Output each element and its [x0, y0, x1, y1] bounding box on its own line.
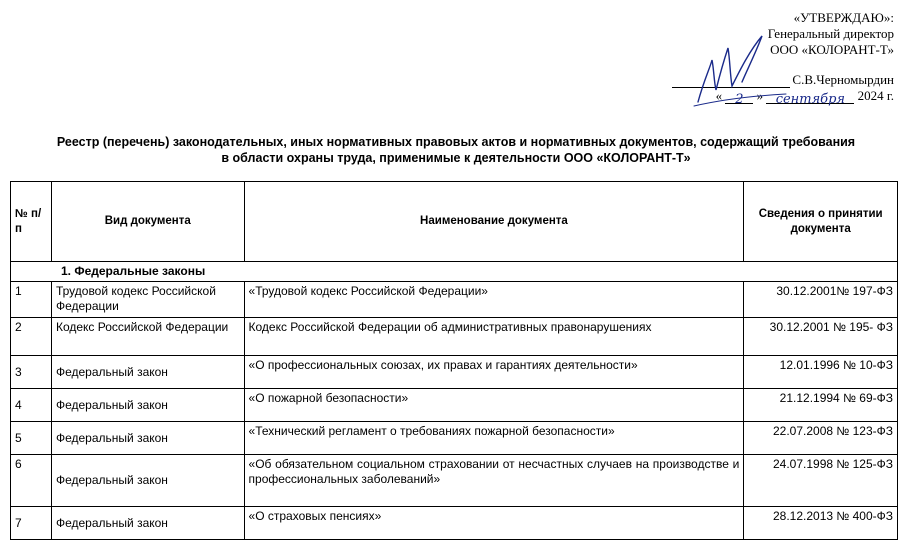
- section-title: 1. Федеральные законы: [11, 262, 898, 282]
- approval-signer: С.В.Черномырдин: [792, 72, 894, 87]
- row-type: Федеральный закон: [51, 455, 244, 507]
- approval-heading: «УТВЕРЖДАЮ»:: [793, 10, 894, 25]
- table-row: [11, 318, 898, 356]
- row-name: Кодекс Российской Федерации об административных правонарушениях: [244, 318, 744, 356]
- row-info: 30.12.2001 № 195- ФЗ: [744, 318, 898, 356]
- row-info: 30.12.2001№ 197-ФЗ: [744, 282, 898, 318]
- register-table: [10, 181, 898, 540]
- table-row: [11, 356, 898, 389]
- table-row: [11, 282, 898, 318]
- row-type: Федеральный закон: [51, 356, 244, 389]
- approval-position: Генеральный директор: [767, 26, 894, 41]
- title-line-1: Реестр (перечень) законодательных, иных нормативных правовых актов и нормативных документов, содержащий требования: [56, 135, 856, 149]
- row-info: 21.12.1994 № 69-ФЗ: [744, 389, 898, 422]
- row-num: 5: [11, 422, 52, 455]
- document-title: [0, 134, 912, 166]
- row-type: Федеральный закон: [51, 507, 244, 540]
- date-open-quote: «: [715, 88, 723, 103]
- date-month: сентября: [775, 92, 846, 107]
- row-info: 22.07.2008 № 123-ФЗ: [744, 422, 898, 455]
- row-num: 1: [11, 282, 52, 318]
- date-close-quote: »: [756, 88, 764, 103]
- row-name: «О профессиональных союзах, их правах и гарантиях деятельности»: [244, 356, 744, 389]
- handwritten-signature-icon: [690, 30, 800, 110]
- row-num: 7: [11, 507, 52, 540]
- table-row: [11, 422, 898, 455]
- row-type: Трудовой кодекс Российской Федерации: [51, 282, 244, 318]
- header-type: Вид документа: [51, 182, 244, 262]
- date-day: 2: [735, 92, 744, 107]
- title-line-2: в области охраны труда, применимые к деятельности ООО «КОЛОРАНТ-Т»: [221, 151, 691, 165]
- row-name: «Об обязательном социальном страховании от несчастных случаев на производстве и профессиональных заболеваний»: [244, 455, 744, 507]
- table-header-row: [11, 182, 898, 262]
- row-info: 24.07.1998 № 125-ФЗ: [744, 455, 898, 507]
- row-type: Федеральный закон: [51, 422, 244, 455]
- table-row: [11, 507, 898, 540]
- date-year: 2024 г.: [857, 88, 894, 103]
- header-num: № п/п: [11, 182, 52, 262]
- table-row: [11, 389, 898, 422]
- row-num: 3: [11, 356, 52, 389]
- section-row: [11, 262, 898, 282]
- row-name: «Технический регламент о требованиях пожарной безопасности»: [244, 422, 744, 455]
- row-num: 4: [11, 389, 52, 422]
- row-info: 28.12.2013 № 400-ФЗ: [744, 507, 898, 540]
- table-row: [11, 455, 898, 507]
- header-info: Сведения о принятии документа: [744, 182, 898, 262]
- row-type: Федеральный закон: [51, 389, 244, 422]
- row-name: «О пожарной безопасности»: [244, 389, 744, 422]
- approval-company: ООО «КОЛОРАНТ-Т»: [770, 42, 894, 57]
- row-type: Кодекс Российской Федерации: [51, 318, 244, 356]
- row-name: «О страховых пенсиях»: [244, 507, 744, 540]
- row-name: «Трудовой кодекс Российской Федерации»: [244, 282, 744, 318]
- row-num: 2: [11, 318, 52, 356]
- row-num: 6: [11, 455, 52, 507]
- row-info: 12.01.1996 № 10-ФЗ: [744, 356, 898, 389]
- header-name: Наименование документа: [244, 182, 744, 262]
